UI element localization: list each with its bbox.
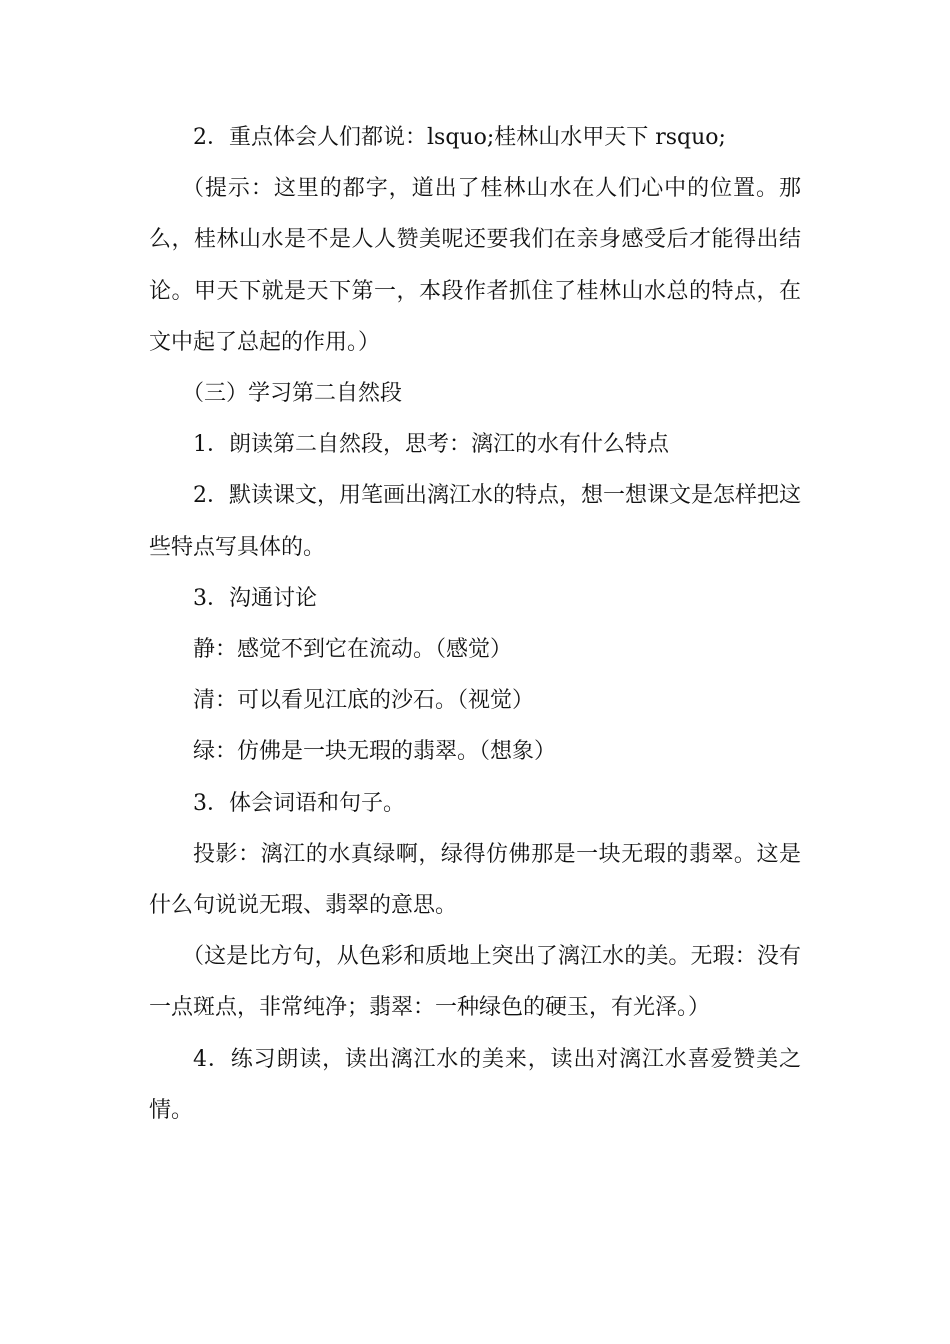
paragraph-still: 静：感觉不到它在流动。（感觉） (193, 637, 513, 663)
paragraph-green: 绿：仿佛是一块无瑕的翡翠。（想象） (193, 739, 557, 765)
paragraph-step-3b: 3．体会词语和句子。 (193, 790, 405, 816)
paragraph-step-1: 1．朗读第二自然段，思考：漓江的水有什么特点 (193, 432, 669, 458)
section-heading: （三）学习第二自然段 (182, 381, 403, 407)
paragraph-step-4: 4．练习朗读，读出漓江水的美来，读出对漓江水喜爱赞美之情。 (149, 1046, 801, 1123)
paragraph-hint: （提示：这里的都字，道出了桂林山水在人们心中的位置。那么，桂林山水是不是人人赞美呢还要我们在亲身感受后才能得出结论。甲天下就是天下第一，本段作者抓住了桂林山水总的特点，在文中起了总起的作用。） (149, 176, 801, 355)
paragraph-explanation: （这是比方句，从色彩和质地上突出了漓江水的美。无瑕：没有一点斑点，非常纯净；翡翠：一种绿色的硬玉，有光泽。） (149, 944, 801, 1021)
paragraph-clear: 清：可以看见江底的沙石。（视觉） (193, 688, 535, 714)
paragraph-key-point: 2．重点体会人们都说：lsquo;桂林山水甲天下 rsquo; (193, 125, 726, 150)
body-text (149, 112, 801, 1136)
paragraph-projection: 投影：漓江的水真绿啊，绿得仿佛那是一块无瑕的翡翠。这是什么句说说无瑕、翡翠的意思。 (149, 841, 801, 919)
paragraph-step-2: 2．默读课文，用笔画出漓江水的特点，想一想课文是怎样把这些特点写具体的。 (149, 483, 801, 560)
paragraph-step-3: 3．沟通讨论 (193, 585, 317, 611)
